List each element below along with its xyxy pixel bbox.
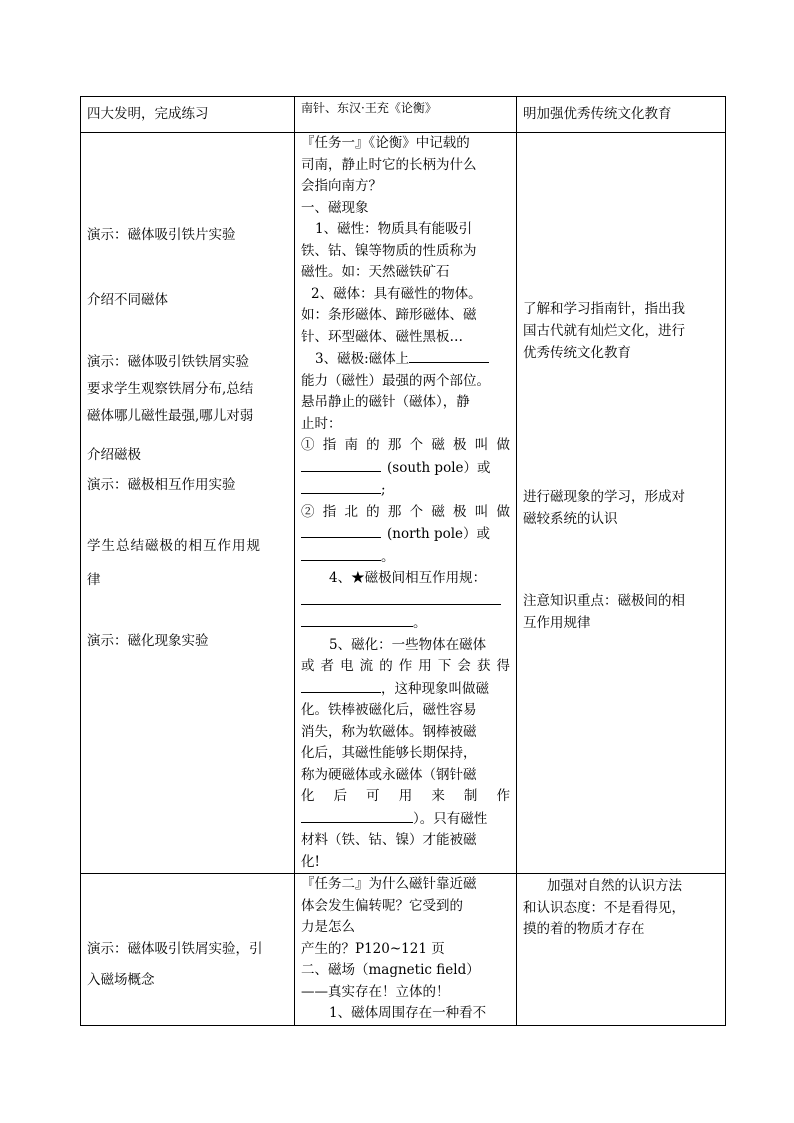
answer-blank[interactable]	[301, 612, 413, 627]
content-line: 或者电流的作用下会获得	[301, 658, 510, 674]
design-intent-cell	[517, 133, 726, 874]
content-line: 『任务二』为什么磁针靠近磁	[301, 876, 477, 892]
activity-line: 学生总结磁极的相互作用规	[87, 538, 261, 554]
design-intent-cell	[517, 874, 726, 1026]
content-line: 悬吊静止的磁针（磁体），静	[301, 394, 470, 410]
cell-text: 明加强优秀传统文化教育	[523, 105, 672, 122]
activity-line: 演示：磁体吸引铁片实验	[87, 227, 236, 243]
content-line	[301, 348, 510, 371]
teacher-activity-cell	[81, 133, 295, 874]
content-line: 一、磁现象	[301, 199, 369, 216]
content-line: 『任务一』《论衡》中记载的	[301, 135, 470, 151]
content-line: 1、磁性：物质具有能吸引	[315, 221, 473, 237]
content-line: ②指北的那个磁极叫做	[301, 503, 510, 520]
content-line	[301, 612, 510, 635]
content-text: ;	[381, 482, 386, 498]
content-line: 磁性。如：天然磁铁矿石	[301, 264, 450, 280]
student-content-cell	[295, 133, 517, 874]
activity-line: 磁体哪儿磁性最强,哪儿对弱	[87, 408, 254, 424]
answer-blank[interactable]	[409, 348, 489, 363]
content-line	[301, 523, 510, 546]
answer-blank[interactable]	[301, 678, 381, 693]
answer-blank[interactable]	[301, 523, 381, 538]
answer-blank[interactable]	[301, 479, 381, 494]
cell-text: 南针、东汉·王充《论衡》	[301, 101, 437, 115]
content-line: 止时：	[301, 415, 342, 432]
content-text: ）。只有磁性	[413, 810, 488, 827]
content-line: 消失，称为软磁体。钢棒被磁	[301, 723, 477, 740]
student-content-cell	[295, 874, 517, 1026]
intent-line: 了解和学习指南针，指出我	[523, 301, 685, 317]
answer-blank[interactable]	[301, 457, 381, 472]
content-line: ——真实存在！立体的！	[301, 983, 450, 1000]
content-line: 二、磁场（magnetic field）	[301, 962, 480, 978]
intent-line: 注意知识重点：磁极间的相	[523, 593, 685, 609]
intent-line: 优秀传统文化教育	[523, 345, 631, 361]
content-line	[301, 457, 510, 480]
activity-line: 演示：磁化现象实验	[87, 633, 209, 649]
header-cell-activity	[81, 97, 295, 133]
answer-blank[interactable]	[301, 808, 413, 823]
intent-line: 国古代就有灿烂文化，进行	[523, 323, 685, 339]
content-text: (north pole）或	[387, 526, 491, 542]
content-line: 司南，静止时它的长柄为什么	[301, 156, 477, 173]
content-line: 化!	[301, 853, 320, 870]
activity-line: 演示：磁体吸引铁铁屑实验	[87, 354, 249, 370]
content-line	[301, 678, 510, 701]
content-line: 化后，其磁性能够长期保持，	[301, 745, 477, 761]
intent-line: 加强对自然的认识方法	[547, 878, 682, 894]
activity-line: 演示：磁体吸引铁屑实验，引	[87, 941, 263, 957]
header-cell-content	[295, 97, 517, 133]
content-line: 能力（磁性）最强的两个部位。	[301, 372, 490, 389]
lesson-plan-table	[80, 96, 726, 1026]
activity-line: 律	[87, 572, 101, 588]
content-line: ①指南的那个磁极叫做	[301, 437, 510, 453]
content-line: 5、磁化：一些物体在磁体	[329, 636, 487, 653]
content-line: 会指向南方？	[301, 178, 382, 194]
intent-line: 互作用规律	[523, 615, 591, 631]
content-line	[301, 479, 510, 502]
activity-line: 要求学生观察铁屑分布,总结	[87, 381, 254, 397]
content-line: 力是怎么	[301, 919, 355, 935]
cell-text: 四大发明，完成练习	[87, 105, 209, 122]
content-line: 产生的？P120~121 页	[301, 940, 445, 957]
content-line: 如：条形磁体、蹄形磁体、磁	[301, 307, 477, 323]
intent-line: 磁较系统的认识	[523, 511, 618, 527]
answer-blank[interactable]	[301, 546, 381, 561]
content-line: 1、磁体周围存在一种看不	[329, 1005, 487, 1021]
content-text: 。	[381, 548, 395, 565]
activity-line: 入磁场概念	[87, 972, 155, 988]
content-text: ，这种现象叫做磁	[381, 680, 489, 697]
table-row	[81, 874, 726, 1026]
table-row	[81, 97, 726, 133]
content-line: 4、★磁极间相互作用规：	[329, 570, 487, 586]
teacher-activity-cell	[81, 874, 295, 1026]
header-cell-purpose	[517, 97, 726, 133]
answer-blank[interactable]	[301, 590, 501, 605]
content-line: 化后可用来制作	[301, 788, 510, 804]
content-line: 铁、钴、镍等物质的性质称为	[301, 242, 477, 259]
content-line	[301, 808, 510, 831]
content-line: 化。铁棒被磁化后，磁性容易	[301, 702, 477, 718]
content-line: 2、磁体：具有磁性的物体。	[311, 285, 482, 302]
intent-line: 和认识态度：不是看得见，	[523, 899, 685, 916]
intent-line: 摸的着的物质才存在	[523, 921, 645, 937]
content-line: 体会发生偏转呢？它受到的	[301, 897, 463, 914]
content-line	[301, 590, 510, 613]
intent-line: 进行磁现象的学习，形成对	[523, 489, 685, 505]
content-line: 针、环型磁体、磁性黑板…	[301, 328, 463, 345]
activity-line: 介绍磁极	[87, 447, 141, 463]
content-text: 3、磁极:磁体上	[315, 351, 410, 367]
content-text: 。	[413, 615, 427, 631]
content-line	[301, 546, 510, 569]
content-line: 材料（铁、钴、镍）才能被磁	[301, 832, 477, 848]
activity-line: 演示：磁极相互作用实验	[87, 477, 236, 493]
content-text: (south pole）或	[387, 459, 491, 476]
activity-line: 介绍不同磁体	[87, 292, 168, 308]
content-line: 称为硬磁体或永磁体（钢针磁	[301, 766, 477, 783]
table-row	[81, 133, 726, 874]
